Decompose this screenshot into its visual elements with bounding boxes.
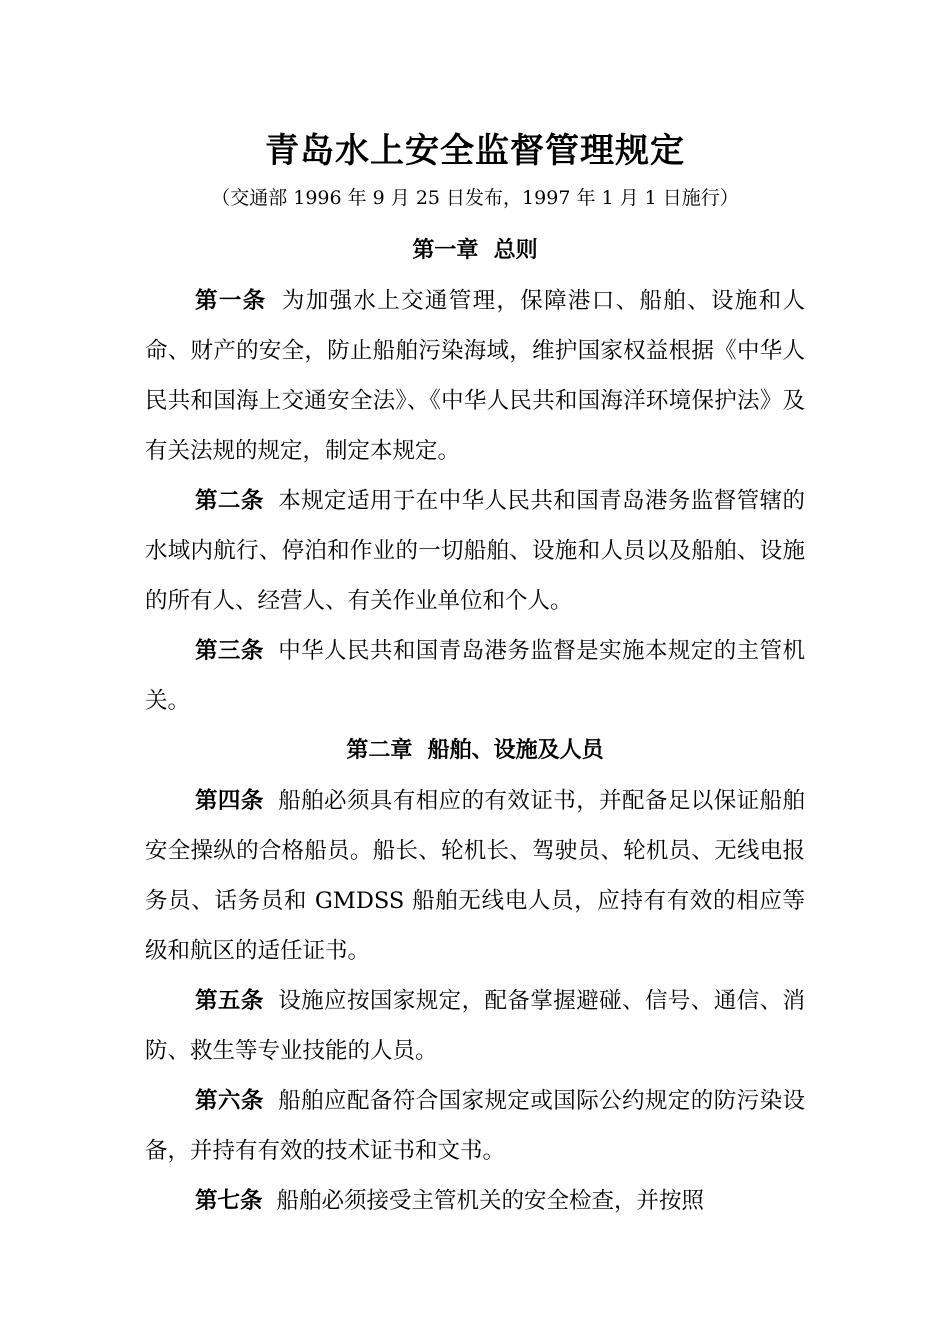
article-text: 中华人民共和国青岛港务监督是实施本规定的主管机关。 [145, 638, 805, 714]
article-number: 第五条 [195, 988, 264, 1014]
article-text: 设施应按国家规定，配备掌握避碰、信号、通信、消防、救生等专业技能的人员。 [145, 988, 805, 1064]
article-number: 第三条 [195, 638, 264, 664]
document-title: 青岛水上安全监督管理规定 [265, 131, 685, 171]
article-1 [145, 276, 805, 476]
article-number: 第七条 [195, 1188, 263, 1214]
article-number: 第二条 [195, 488, 264, 514]
article-3 [145, 626, 805, 726]
article-5 [145, 976, 805, 1076]
article-number: 第一条 [195, 288, 267, 314]
article-text: 本规定适用于在中华人民共和国青岛港务监督管辖的水域内航行、停泊和作业的一切船舶、设施和人员以及船舶、设施的所有人、经营人、有关作业单位和个人。 [145, 488, 805, 614]
article-text: 船舶必须具有相应的有效证书，并配备足以保证船舶安全操纵的合格船员。船长、轮机长、驾驶员、轮机员、无线电报务员、话务员和 GMDSS 船舶无线电人员，应持有有效的相应等级和航区的适任证书。 [145, 788, 805, 964]
article-7 [145, 1176, 805, 1226]
chapter-heading-2: 第二章 船舶、设施及人员 [346, 737, 604, 763]
article-text: 为加强水上交通管理，保障港口、船舶、设施和人命、财产的安全，防止船舶污染海域，维护国家权益根据《中华人民共和国海上交通安全法》、《中华人民共和国海洋环境保护法》及有关法规的规定，制定本规定。 [145, 288, 805, 464]
article-text: 船舶必须接受主管机关的安全检查，并按照 [276, 1188, 705, 1214]
chapter-heading-1: 第一章 总则 [412, 237, 538, 263]
article-4 [145, 776, 805, 976]
document-subtitle: （交通部 1996 年 9 月 25 日发布，1997 年 1 月 1 日施行） [211, 187, 739, 209]
article-number: 第六条 [195, 1088, 264, 1114]
article-number: 第四条 [195, 788, 264, 814]
article-text: 船舶应配备符合国家规定或国际公约规定的防污染设备，并持有有效的技术证书和文书。 [145, 1088, 805, 1164]
article-2 [145, 476, 805, 626]
article-6 [145, 1076, 805, 1176]
